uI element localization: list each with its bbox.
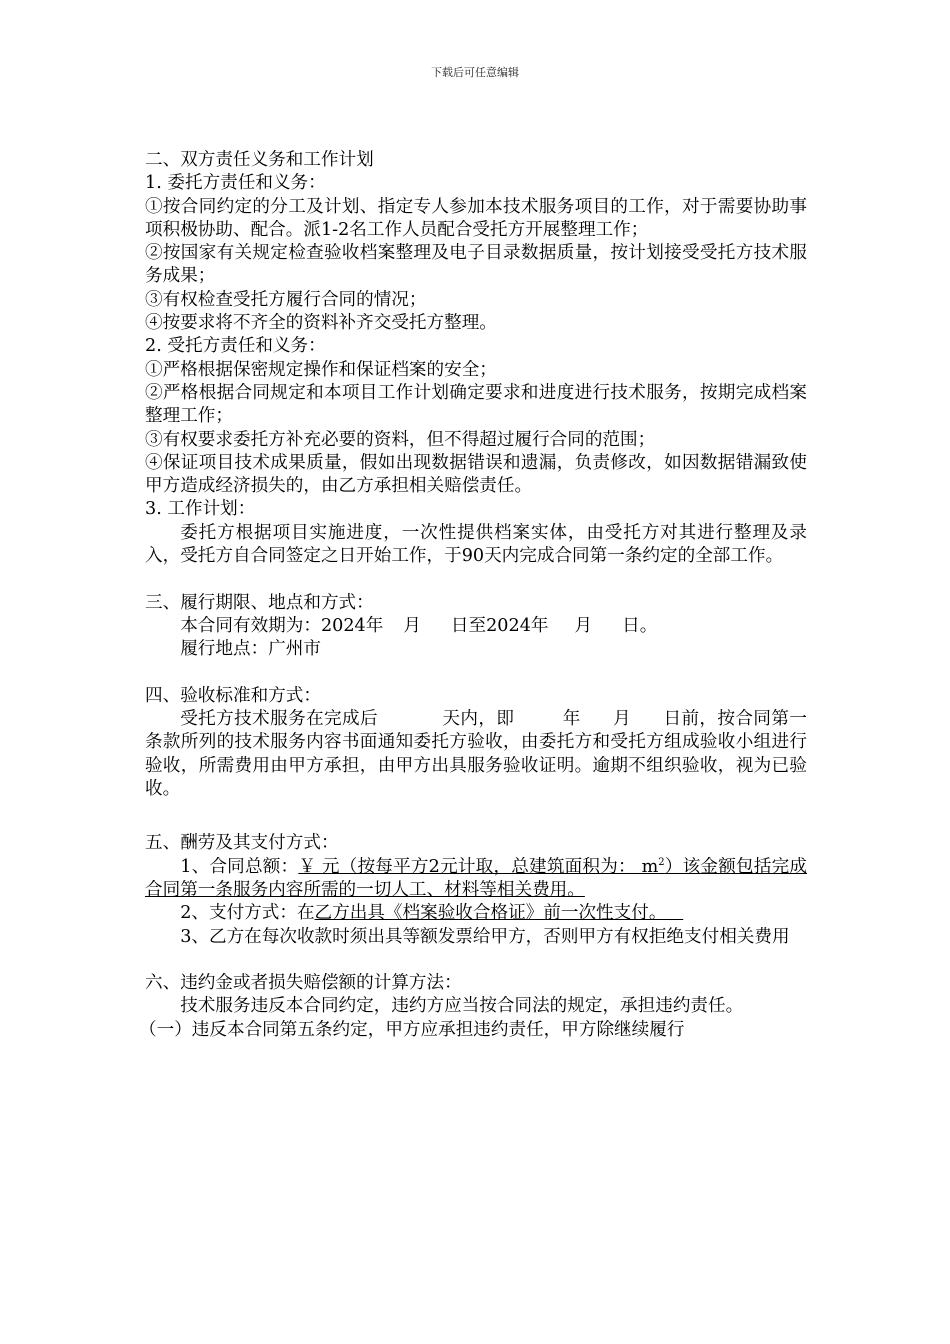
payment-method: 乙方出具《档案验收合格证》前一次性支付。 xyxy=(314,903,667,924)
sub1-item-1: ①按合同约定的分工及计划、指定专人参加本技术服务项目的工作，对于需要协助事项积极协助、配合。派1-2名工作人员配合受托方开展整理工作； xyxy=(145,196,807,240)
period-month: 月 xyxy=(403,615,421,636)
sub2-item-3: ③有权要求委托方补充必要的资料，但不得超过履行合同的范围； xyxy=(145,429,656,450)
period-prefix: 本合同有效期为：2024年 xyxy=(180,615,384,636)
section-5-title: 五、酬劳及其支付方式： xyxy=(145,833,339,854)
payment-item-1-prefix: 1、合同总额： xyxy=(180,856,299,877)
sub2-item-4: ④保证项目技术成果质量，假如出现数据错误和遗漏，负责修改，如因数据错漏致使甲方造成经济损失的，由乙方承担相关赔偿责任。 xyxy=(145,452,807,497)
section-4-title: 四、验收标准和方式： xyxy=(145,685,321,706)
sub1-item-2: ②按国家有关规定检查验收档案整理及电子目录数据质量，按计划接受受托方技术服务成果； xyxy=(145,243,807,287)
liability-item-1: （一）违反本合同第五条约定，甲方应承担违约责任，甲方除继续履行 xyxy=(139,1019,685,1040)
contract-period xyxy=(145,615,807,638)
acceptance-part-a: 受托方技术服务在完成后 xyxy=(180,709,378,730)
acceptance-part-d: 月 xyxy=(612,709,632,730)
section-2-sub3-title: 3. 工作计划： xyxy=(145,499,256,520)
section-2-sub2-title: 2. 受托方责任和义务： xyxy=(145,336,326,357)
section-2-sub1-title: 1. 委托方责任和义务： xyxy=(145,173,326,194)
acceptance-part-c: 年 xyxy=(562,709,581,730)
document-body xyxy=(139,149,807,1042)
period-day-to: 日至2024年 xyxy=(450,615,549,636)
acceptance-part-b: 天内，即 xyxy=(442,709,515,730)
payment-total-amount: ￥ 元（按每平方2元计取，总建筑面积为： $m^2$）该金额包括完成合同第一条服务内容所需的一切人工、材料等相关费用。 xyxy=(145,856,807,900)
payment-item-2-prefix: 2、支付方式：在 xyxy=(180,903,315,924)
payment-item-1 xyxy=(145,856,807,903)
sub2-item-2: ②严格根据合同规定和本项目工作计划确定要求和进度进行技术服务，按期完成档案整理工作； xyxy=(145,382,807,427)
page-header-note: 下载后可任意编辑 xyxy=(431,66,519,79)
section-2-title: 二、双方责任义务和工作计划 xyxy=(145,150,374,170)
period-day-end: 日。 xyxy=(622,615,658,636)
section-3-title: 三、履行期限、地点和方式： xyxy=(145,592,374,613)
section-6-title: 六、违约金或者损失赔偿额的计算方法： xyxy=(145,973,462,994)
sub2-item-1: ①严格根据保密规定操作和保证档案的安全； xyxy=(145,359,497,380)
liability-text: 技术服务违反本合同约定，违约方应当按合同法的规定，承担违约责任。 xyxy=(180,996,744,1017)
payment-item-2 xyxy=(145,902,807,925)
acceptance-text xyxy=(145,708,807,801)
performance-location: 履行地点：广州市 xyxy=(180,639,321,660)
payment-item-3: 3、乙方在每次收款时须出具等额发票给甲方，否则甲方有权拒绝支付相关费用 xyxy=(180,926,790,947)
sub1-item-4: ④按要求将不齐全的资料补齐交受托方整理。 xyxy=(145,313,497,334)
period-month-2: 月 xyxy=(574,615,593,636)
sub1-item-3: ③有权检查受托方履行合同的情况； xyxy=(145,289,427,310)
work-plan-text: 委托方根据项目实施进度，一次性提供档案实体，由受托方对其进行整理及录入，受托方自合同签定之日开始工作，于90天内完成合同第一条约定的全部工作。 xyxy=(145,522,807,567)
acceptance-part-e: 日前，按合同第一条款所列的技术服务内容书面通知委托方验收，由委托方和受托方组成验收小组进行验收，所需费用由甲方承担，由甲方出具服务验收证明。逾期不组织验收，视为已验收。 xyxy=(145,709,807,800)
